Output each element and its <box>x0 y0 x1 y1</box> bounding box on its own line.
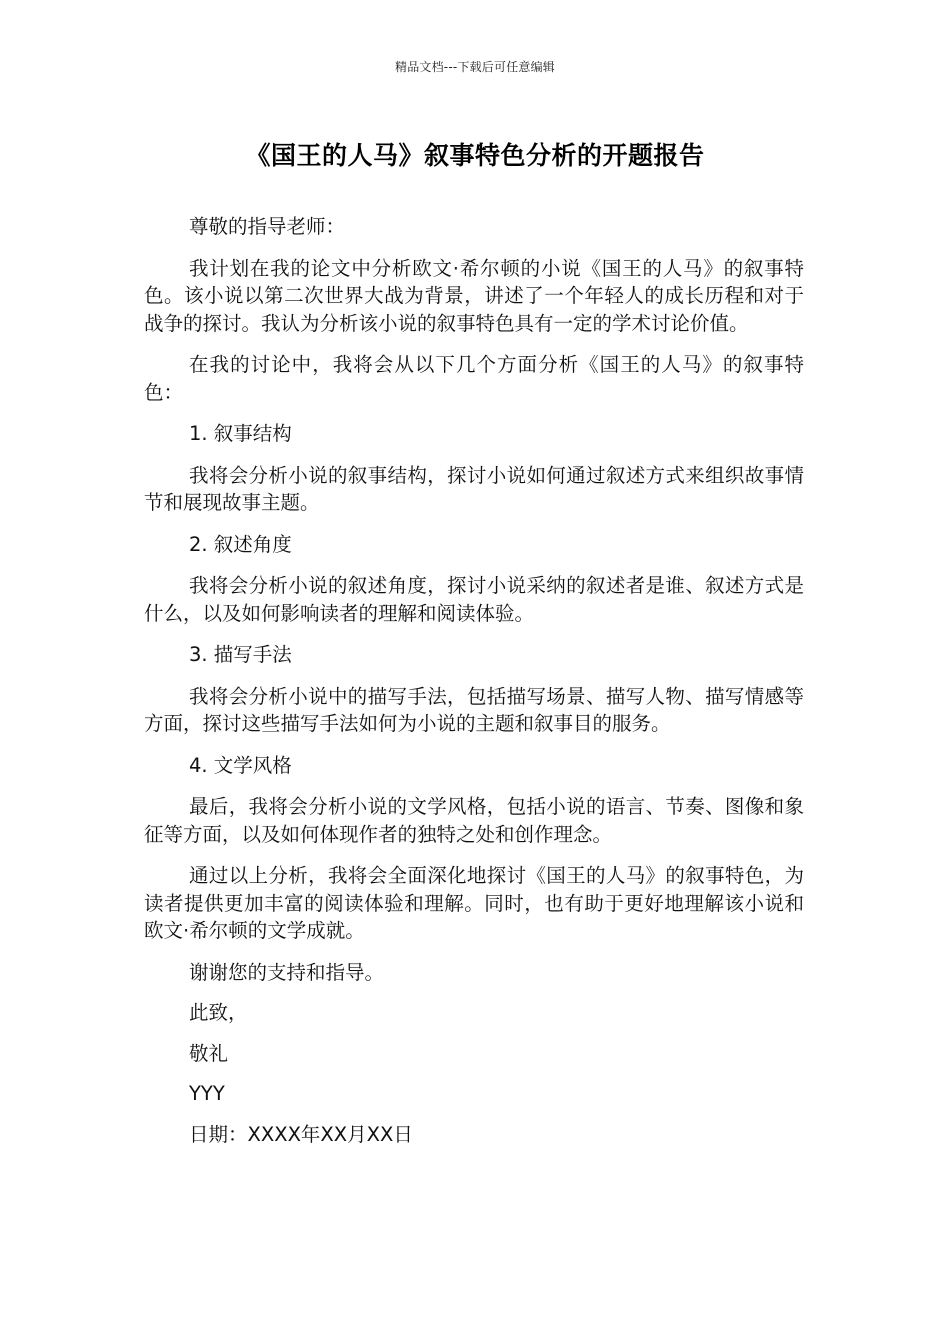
header-note: 精品文档---下载后可任意编辑 <box>395 60 555 74</box>
regards-line: 敬礼 <box>189 1041 229 1065</box>
section-paragraph-3: 我将会分析小说中的描写手法，包括描写场景、描写人物、描写情感等方面，探讨这些描写手法如何为小说的主题和叙事目的服务。 <box>144 684 804 735</box>
section-paragraph-4: 最后，我将会分析小说的文学风格，包括小说的语言、节奏、图像和象征等方面，以及如何体现作者的独特之处和创作理念。 <box>144 795 804 846</box>
signature-line: YYY <box>189 1082 225 1105</box>
document-title: 《国王的人马》叙事特色分析的开题报告 <box>245 141 705 170</box>
section-heading-3: 3. 描写手法 <box>189 643 292 666</box>
section-heading-1: 1. 叙事结构 <box>189 422 292 445</box>
section-heading-4: 4. 文学风格 <box>189 753 292 777</box>
date-line: 日期：XXXX年XX月XX日 <box>189 1122 413 1146</box>
salutation: 尊敬的指导老师： <box>189 215 346 238</box>
overview-paragraph: 在我的讨论中，我将会从以下几个方面分析《国王的人马》的叙事特色： <box>144 353 804 404</box>
section-paragraph-2: 我将会分析小说的叙述角度，探讨小说采纳的叙述者是谁、叙述方式是什么，以及如何影响读者的理解和阅读体验。 <box>144 574 804 625</box>
conclusion-paragraph: 通过以上分析，我将会全面深化地探讨《国王的人马》的叙事特色，为读者提供更加丰富的阅读体验和理解。同时，也有助于更好地理解该小说和欧文·希尔顿的文学成就。 <box>144 864 804 942</box>
thanks-line: 谢谢您的支持和指导。 <box>189 960 385 984</box>
closing-line: 此致， <box>189 1001 248 1024</box>
intro-paragraph: 我计划在我的论文中分析欧文·希尔顿的小说《国王的人马》的叙事特色。该小说以第二次世界大战为背景，讲述了一个年轻人的成长历程和对于战争的探讨。我认为分析该小说的叙事特色具有一定的学术讨论价值。 <box>144 256 804 335</box>
section-paragraph-1: 我将会分析小说的叙事结构，探讨小说如何通过叙述方式来组织故事情节和展现故事主题。 <box>144 463 804 514</box>
document-body <box>144 213 804 1161</box>
section-heading-2: 2. 叙述角度 <box>189 532 292 556</box>
